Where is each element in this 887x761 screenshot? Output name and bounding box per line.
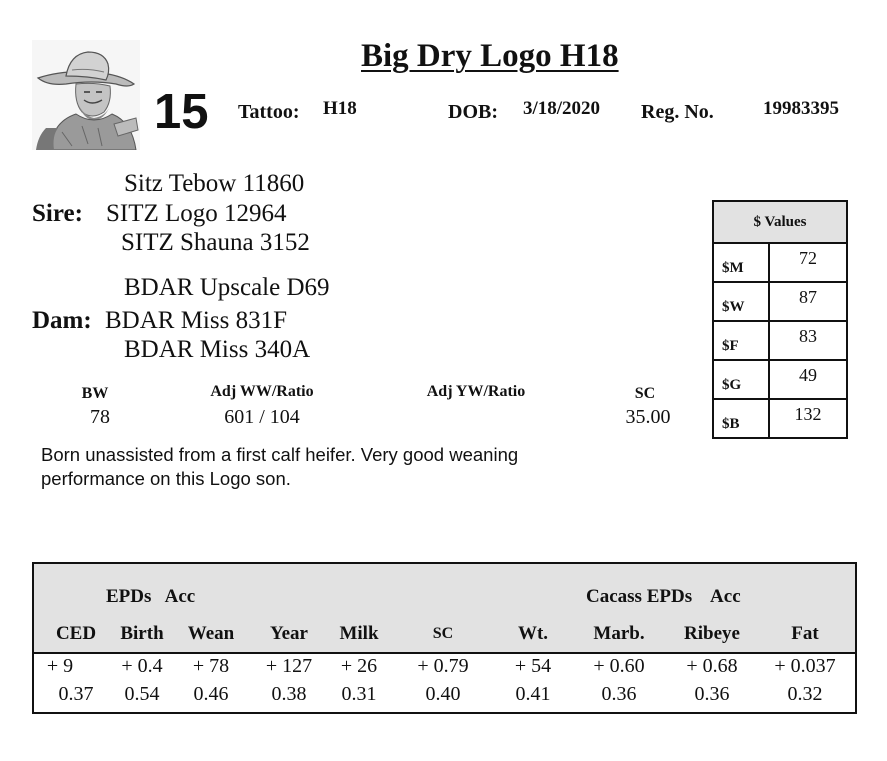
epd-accuracy: 0.54 xyxy=(124,683,160,705)
epd-col-header: Year xyxy=(270,623,308,644)
sire-label: Sire: xyxy=(32,200,83,227)
dollar-value-row xyxy=(713,321,847,360)
dollar-values-table xyxy=(712,200,848,439)
epd-accuracy: 0.46 xyxy=(193,683,229,705)
adj-ww-value: 601 / 104 xyxy=(224,406,300,428)
sire-sire: Sitz Tebow 11860 xyxy=(124,170,305,197)
dollar-value: 49 xyxy=(769,360,847,399)
dam-label: Dam: xyxy=(32,307,92,334)
tattoo-label: Tattoo: xyxy=(238,101,300,123)
dam-sire: BDAR Upscale D69 xyxy=(124,274,330,301)
bw-value: 78 xyxy=(90,406,110,428)
dollar-value: 72 xyxy=(769,243,847,282)
bw-label: BW xyxy=(81,385,109,402)
epd-accuracy: 0.32 xyxy=(787,683,823,705)
dollar-value-key: $F xyxy=(713,321,769,360)
sire-dam: SITZ Shauna 3152 xyxy=(121,229,310,256)
comment-text: Born unassisted from a first calf heifer. Very good weaning performance on this Logo son. xyxy=(41,444,519,489)
epd-value: + 0.037 xyxy=(774,655,836,677)
epd-value: + 26 xyxy=(340,655,378,677)
reg-no-value: 19983395 xyxy=(763,98,839,119)
epd-col-header: Wt. xyxy=(517,623,549,644)
dollar-value-key: $M xyxy=(713,243,769,282)
page-title: Big Dry Logo H18 xyxy=(361,38,619,74)
epd-value: + 0.4 xyxy=(121,655,163,677)
cowboy-sketch-logo xyxy=(32,40,140,150)
dollar-value-row xyxy=(713,282,847,321)
epd-col-header: Ribeye xyxy=(684,623,740,644)
epd-accuracy: 0.36 xyxy=(694,683,730,705)
dam-dam: BDAR Miss 340A xyxy=(124,336,311,363)
epd-value: + 0.60 xyxy=(593,655,645,677)
epd-col-header: Marb. xyxy=(593,623,645,644)
carcass-epd-title: Cacass EPDs Acc xyxy=(586,586,741,607)
epd-col-header: CED xyxy=(55,623,97,644)
dob-label: DOB: xyxy=(448,101,498,123)
sc-label: SC xyxy=(634,385,656,402)
sc-value: 35.00 xyxy=(625,406,671,428)
dollar-value-key: $G xyxy=(713,360,769,399)
dob-value: 3/18/2020 xyxy=(523,98,601,119)
lot-number: 15 xyxy=(154,85,209,139)
sire-name: SITZ Logo 12964 xyxy=(106,200,287,227)
epd-value: + 54 xyxy=(514,655,552,677)
dollar-value: 132 xyxy=(769,399,847,438)
epd-title: EPDs Acc xyxy=(106,586,196,607)
dollar-value-row xyxy=(713,243,847,282)
dollar-value-row xyxy=(713,399,847,438)
reg-no-label: Reg. No. xyxy=(641,101,714,123)
adj-yw-label: Adj YW/Ratio xyxy=(426,383,526,400)
epd-col-header: SC xyxy=(432,625,454,642)
dollar-value-key: $B xyxy=(713,399,769,438)
epd-value: + 0.68 xyxy=(686,655,738,677)
epd-table xyxy=(32,562,857,714)
epd-accuracy: 0.37 xyxy=(58,683,94,705)
tattoo-value: H18 xyxy=(323,98,357,119)
epd-accuracy: 0.31 xyxy=(341,683,377,705)
epd-value: + 78 xyxy=(192,655,230,677)
epd-accuracy: 0.41 xyxy=(515,683,551,705)
dollar-value-row xyxy=(713,360,847,399)
epd-col-header: Milk xyxy=(339,623,379,644)
epd-table-header xyxy=(34,564,855,654)
epd-col-header: Birth xyxy=(120,623,164,644)
dollar-value: 87 xyxy=(769,282,847,321)
epd-accuracy: 0.40 xyxy=(425,683,461,705)
epd-accuracy: 0.38 xyxy=(271,683,307,705)
dollar-value: 83 xyxy=(769,321,847,360)
epd-accuracy: 0.36 xyxy=(601,683,637,705)
epd-col-header: Fat xyxy=(791,623,819,644)
epd-value: + 9 xyxy=(46,655,74,677)
dollar-values-header: $ Values xyxy=(713,201,847,243)
epd-value: + 127 xyxy=(265,655,313,677)
epd-value: + 0.79 xyxy=(417,655,469,677)
dollar-value-key: $W xyxy=(713,282,769,321)
dam-name: BDAR Miss 831F xyxy=(105,307,287,334)
adj-ww-label: Adj WW/Ratio xyxy=(210,383,314,400)
epd-col-header: Wean xyxy=(187,623,235,644)
